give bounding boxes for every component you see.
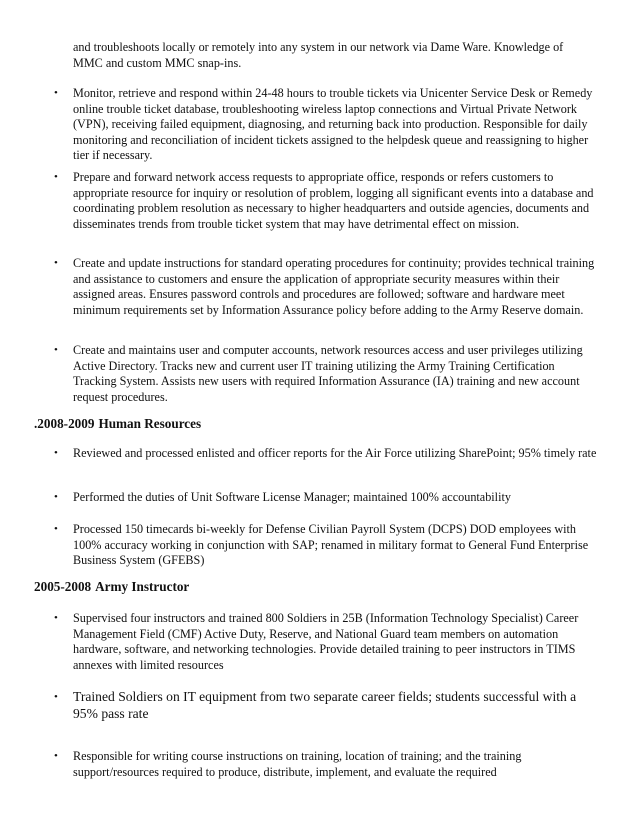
list-item: Trained Soldiers on IT equipment from two separate career fields; students successful with a 95% pass rate: [73, 689, 577, 721]
bullet-icon: •: [54, 612, 58, 624]
bullet-icon: •: [54, 344, 58, 356]
continuation-paragraph: and troubleshoots locally or remotely into any system in our network via Dame Ware. Knowledge of MMC and custom MMC snap-ins.: [73, 40, 564, 70]
section-title: Human Resources: [98, 416, 202, 431]
list-item: Prepare and forward network access requests to appropriate office, responds or refers customers to appropriate resource for inquiry or resolution of problem, logging all significant events into a database and coordinating problem resolution as necessary to higher headquarters and outside agencies, documents and disseminates trends from trouble ticket system that may have detrimental effect on mission.: [73, 170, 594, 231]
section-title: Army Instructor: [95, 579, 190, 594]
bullet-icon: •: [54, 691, 58, 703]
list-item: Create and maintains user and computer accounts, network resources access and user privileges utilizing Active Directory. Tracks new and current user IT training utilizing the Army Training Certification Tracking System. Assists new users with required Information Assurance (IA) training and new account request procedures.: [73, 343, 583, 404]
list-item: Monitor, retrieve and respond within 24-48 hours to trouble tickets via Unicenter Service Desk or Remedy online trouble ticket database, troubleshooting wireless laptop connections and Virtual Private Network (VPN), receiving failed equipment, diagnosing, and returning back into production. Responsible for daily monitoring and reconciliation of incident tickets assigned to the helpdesk queue and reassigning to higher tier if necessary.: [73, 86, 593, 163]
bullet-icon: •: [54, 523, 58, 535]
bullet-icon: •: [54, 447, 58, 459]
section-heading-army-instructor: [34, 579, 189, 595]
list-item: Processed 150 timecards bi-weekly for Defense Civilian Payroll System (DCPS) DOD employees with 100% accuracy working in conjunction with SAP; renamed in military format to General Fund Enterprise Business System (GFEBS): [73, 522, 589, 568]
section-years: 2005-2008: [34, 579, 92, 594]
list-item: Reviewed and processed enlisted and officer reports for the Air Force utilizing SharePoint; 95% timely rate: [73, 446, 597, 460]
list-item: Performed the duties of Unit Software License Manager; maintained 100% accountability: [73, 490, 511, 504]
list-item: Create and update instructions for standard operating procedures for continuity; provides technical training and assistance to customers and ensure the application of appropriate security measures within their assigned areas. Ensures password controls and procedures are followed; software and hardware meet minimum requirements set by Information Assurance policy before adding to the Army Reserve domain.: [73, 256, 595, 317]
bullet-icon: •: [54, 750, 58, 762]
section-years: .2008-2009: [34, 416, 95, 431]
bullet-icon: •: [54, 491, 58, 503]
bullet-icon: •: [54, 87, 58, 99]
bullet-icon: •: [54, 257, 58, 269]
list-item: Supervised four instructors and trained 800 Soldiers in 25B (Information Technology Specialist) Career Management Field (CMF) Active Duty, Reserve, and National Guard team members on automation hardware, software, and networking technologies. Provide detailed training to peer instructors in TIMS annexes with limited resources: [73, 611, 579, 672]
section-heading-human-resources: [34, 416, 201, 432]
bullet-icon: •: [54, 171, 58, 183]
list-item: Responsible for writing course instructions on training, location of training; and the training support/resources required to produce, distribute, implement, and evaluate the required: [73, 749, 522, 779]
